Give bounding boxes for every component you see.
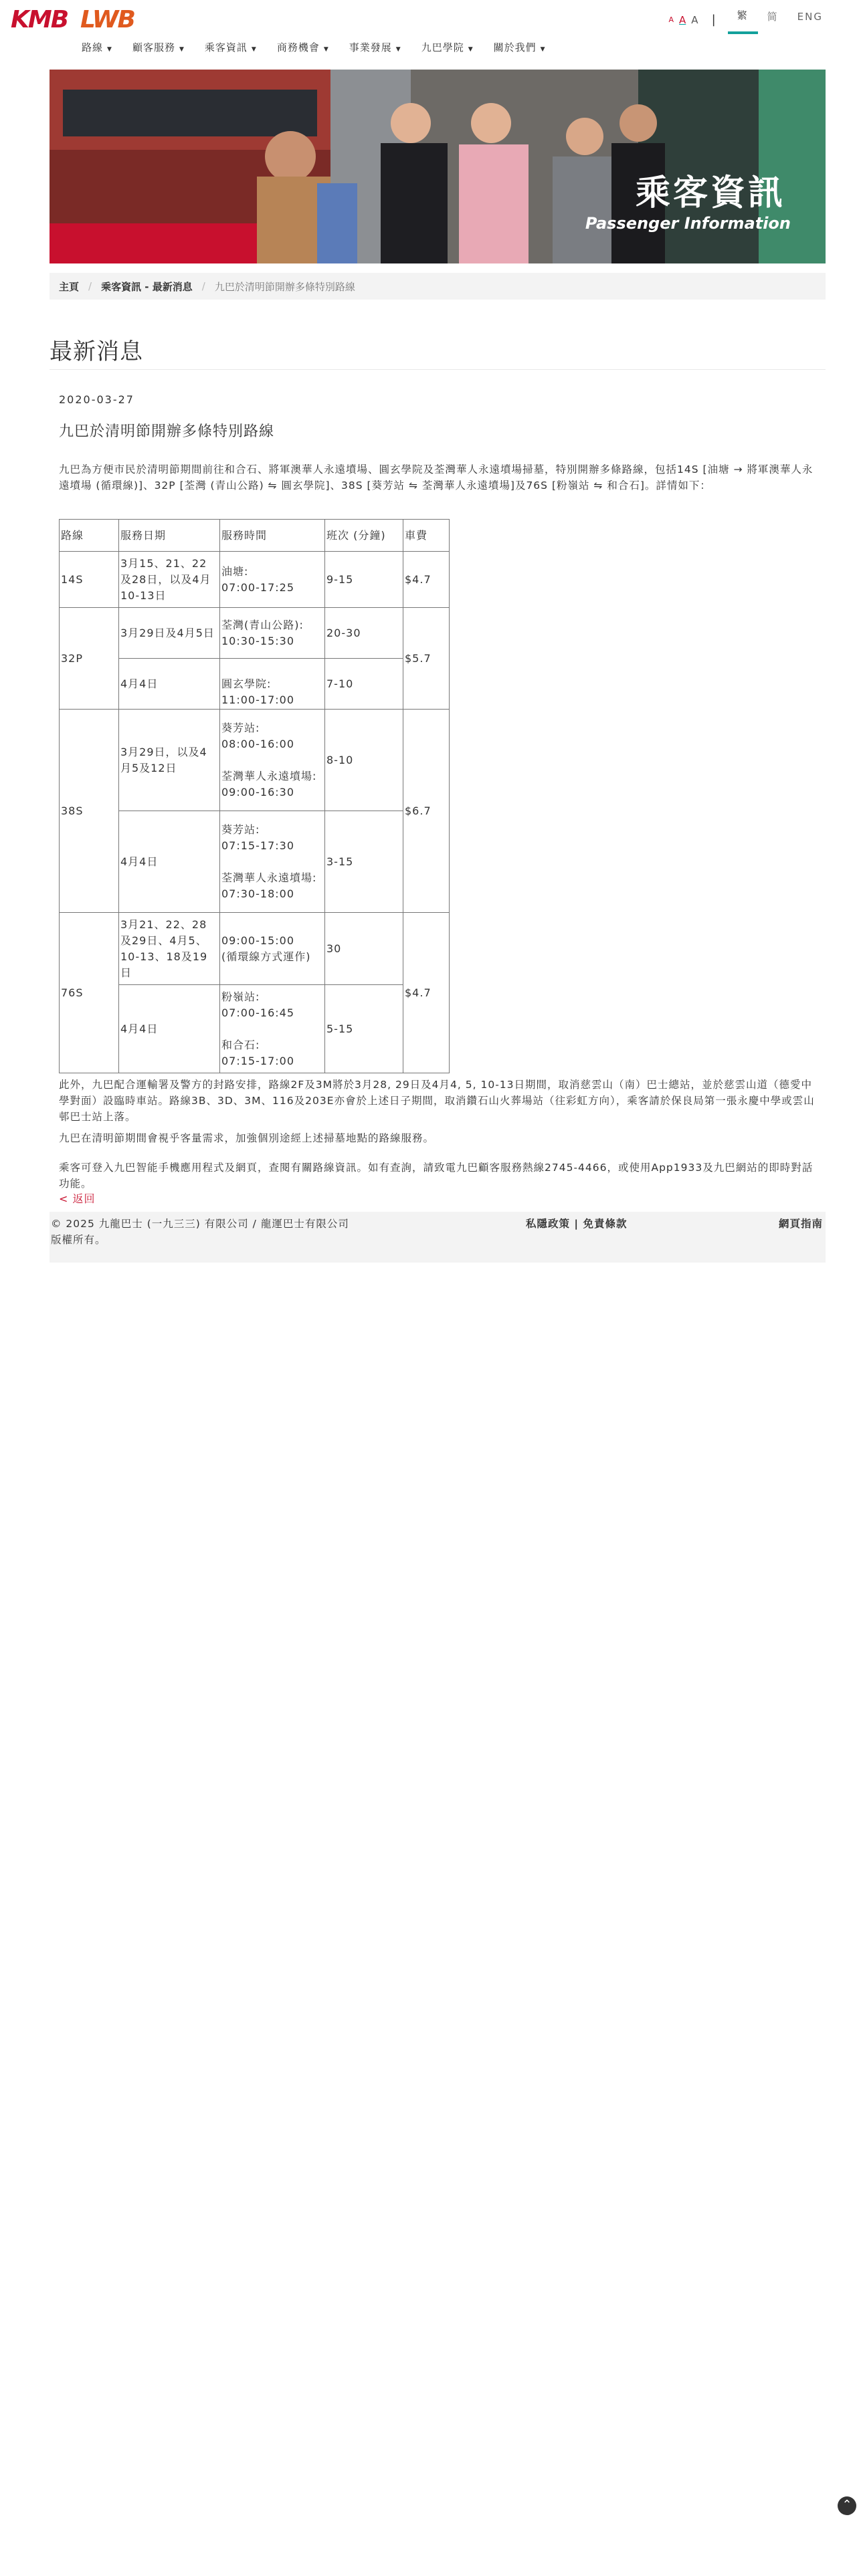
cell-freq: 3-15 (325, 811, 403, 913)
nav-label: 九巴學院 (421, 41, 464, 53)
cell-fare: $4.7 (403, 913, 450, 1073)
nav-label: 關於我們 (493, 41, 537, 53)
cell-date: 4月4日 (119, 811, 220, 913)
nav-customer-service[interactable] (132, 40, 185, 54)
nav-passenger-info[interactable] (205, 40, 257, 54)
lang-traditional[interactable]: 繁 (728, 5, 758, 34)
nav-label: 顧客服務 (132, 41, 175, 53)
lwb-logo[interactable] (80, 5, 134, 33)
main-nav (82, 40, 566, 54)
footer-copyright (51, 1216, 425, 1248)
kmb-logo[interactable] (11, 5, 68, 33)
lang-simplified[interactable]: 简 (767, 11, 779, 23)
breadcrumb-category[interactable]: 乘客資訊 - 最新消息 (101, 280, 193, 293)
cell-date: 3月29日及4月5日 (119, 608, 220, 659)
lang-english[interactable]: ENG (797, 10, 823, 23)
cell-freq: 20-30 (325, 608, 403, 659)
cell-time: 圓玄學院: 11:00-17:00 (220, 659, 325, 710)
lwb-logo-text: LWB (80, 5, 134, 33)
site-guide-link[interactable]: 網頁指南 (778, 1218, 823, 1230)
nav-routes[interactable] (82, 40, 112, 54)
cell-date: 3月29日，以及4月5及12日 (119, 710, 220, 811)
cell-freq: 5-15 (325, 985, 403, 1073)
cell-time: 粉嶺站: 07:00-16:45 和合石: 07:15-17:00 (220, 985, 325, 1073)
title-divider (50, 369, 826, 370)
disclaimer-link[interactable]: 免責條款 (583, 1218, 628, 1230)
cell-time: 油塘: 07:00-17:25 (220, 552, 325, 608)
cell-route: 38S (60, 710, 119, 913)
back-to-top-icon[interactable]: ⌃ (838, 2496, 856, 2515)
cell-route: 76S (60, 913, 119, 1073)
kmb-logo-text: KMB (11, 5, 68, 33)
article-paragraph-closures: 此外，九巴配合運輸署及警方的封路安排，路線2F及3M將於3月28, 29日及4月4, 5, 10-13日期間，取消慈雲山（南）巴士總站，並於慈雲山道（德愛中學對面）設臨時車站。路線3B、3D、3M、116及203E亦會於上述日子期間，取消鑽石山火葬場站（往彩虹方向），乘客請於保良局第一張永慶中學或雲山邨巴士站上落。 (59, 1079, 815, 1123)
nav-label: 事業發展 (349, 41, 392, 53)
caret-down-icon: ▼ (179, 46, 185, 53)
cell-route: 14S (60, 552, 119, 608)
hero-banner (50, 70, 826, 263)
cell-date: 3月15、21、22及28日，以及4月10-13日 (119, 552, 220, 608)
table-header-row (60, 520, 450, 552)
nav-careers[interactable] (349, 40, 401, 54)
caret-down-icon: ▼ (323, 46, 329, 53)
caret-down-icon: ▼ (107, 46, 112, 53)
nav-label: 路線 (82, 41, 104, 53)
cell-time: 荃灣(青山公路): 10:30-15:30 (220, 608, 325, 659)
article-intro: 九巴為方便市民於清明節期間前往和合石、將軍澳華人永遠墳場、圓玄學院及荃灣華人永遠墳場掃墓，特別開辦多條路線，包括14S [油塘 → 將軍澳華人永遠墳場 (循環線)]、32P [荃灣 (青山公路) ⇋ 圓玄學院]、38S [葵芳站 ⇋ 荃灣華人永遠墳場]及76S [粉嶺站 ⇋ 和合石]。詳情如下： (59, 463, 814, 492)
utility-separator: | (711, 13, 716, 27)
copyright-text: © 2025 九龍巴士 (一九三三) 有限公司 / 龍運巴士有限公司 (51, 1218, 349, 1230)
cell-fare: $6.7 (403, 710, 450, 913)
cell-date: 4月4日 (119, 985, 220, 1073)
privacy-link[interactable]: 私隱政策 (526, 1218, 571, 1230)
cell-freq: 30 (325, 913, 403, 985)
nav-label: 商務機會 (276, 41, 320, 53)
caret-down-icon: ▼ (251, 46, 257, 53)
cell-time: 09:00-15:00 (循環線方式運作) (220, 913, 325, 985)
nav-business[interactable] (277, 40, 329, 54)
table-header: 車費 (403, 520, 450, 552)
cell-freq: 8-10 (325, 710, 403, 811)
hero-subtitle: Passenger Information (585, 214, 791, 233)
back-link[interactable]: < 返回 (59, 1192, 96, 1205)
rights-text: 版權所有。 (51, 1234, 106, 1246)
utility-bar (669, 5, 833, 34)
breadcrumb (50, 273, 826, 300)
caret-down-icon: ▼ (468, 46, 474, 53)
table-header: 路線 (60, 520, 119, 552)
table-row (60, 710, 450, 811)
nav-label: 乘客資訊 (204, 41, 248, 53)
table-row (60, 608, 450, 659)
breadcrumb-home[interactable]: 主頁 (59, 280, 80, 293)
cell-time: 葵芳站: 08:00-16:00 荃灣華人永遠墳場: 09:00-16:30 (220, 710, 325, 811)
hero-title: 乘客資訊 (635, 173, 785, 213)
site-footer (50, 1212, 826, 1263)
cell-freq: 7-10 (325, 659, 403, 710)
table-row (60, 913, 450, 985)
cell-freq: 9-15 (325, 552, 403, 608)
nav-academy[interactable] (421, 40, 474, 54)
font-size-small[interactable]: A (668, 15, 674, 24)
cell-date: 4月4日 (119, 659, 220, 710)
table-header: 班次 (分鐘) (325, 520, 403, 552)
cell-route: 32P (60, 608, 119, 710)
footer-link-separator: | (574, 1218, 579, 1230)
table-header: 服務時間 (220, 520, 325, 552)
service-table (59, 519, 450, 1073)
font-size-medium[interactable]: A (679, 13, 686, 26)
breadcrumb-current: 九巴於清明節開辦多條特別路線 (214, 280, 355, 293)
breadcrumb-divider: / (88, 280, 92, 292)
nav-about[interactable] (494, 40, 546, 54)
table-row (60, 552, 450, 608)
cell-date: 3月21、22、28及29日、4月5、10-13、18及19日 (119, 913, 220, 985)
page-title: 最新消息 (50, 338, 143, 365)
article-paragraph-enhanced: 九巴在清明節期間會視乎客量需求，加強個別途經上述掃墓地點的路線服務。 (59, 1132, 435, 1144)
site-header (0, 0, 859, 67)
cell-fare: $5.7 (403, 608, 450, 710)
article-title: 九巴於清明節開辦多條特別路線 (59, 423, 275, 440)
table-header: 服務日期 (119, 520, 220, 552)
footer-links (526, 1216, 628, 1230)
cell-time: 葵芳站: 07:15-17:30 荃灣華人永遠墳場: 07:30-18:00 (220, 811, 325, 913)
caret-down-icon: ▼ (540, 46, 546, 53)
article-paragraph-enquiries: 乘客可登入九巴智能手機應用程式及網頁，查閱有關路線資訊。如有查詢，請致電九巴顧客服務熱線2745-4466，或使用App1933及九巴網站的即時對話功能。 (59, 1162, 814, 1190)
article-date: 2020-03-27 (59, 393, 134, 406)
caret-down-icon: ▼ (395, 46, 401, 53)
breadcrumb-divider: / (201, 280, 205, 292)
cell-fare: $4.7 (403, 552, 450, 608)
font-size-large[interactable]: A (691, 13, 698, 26)
